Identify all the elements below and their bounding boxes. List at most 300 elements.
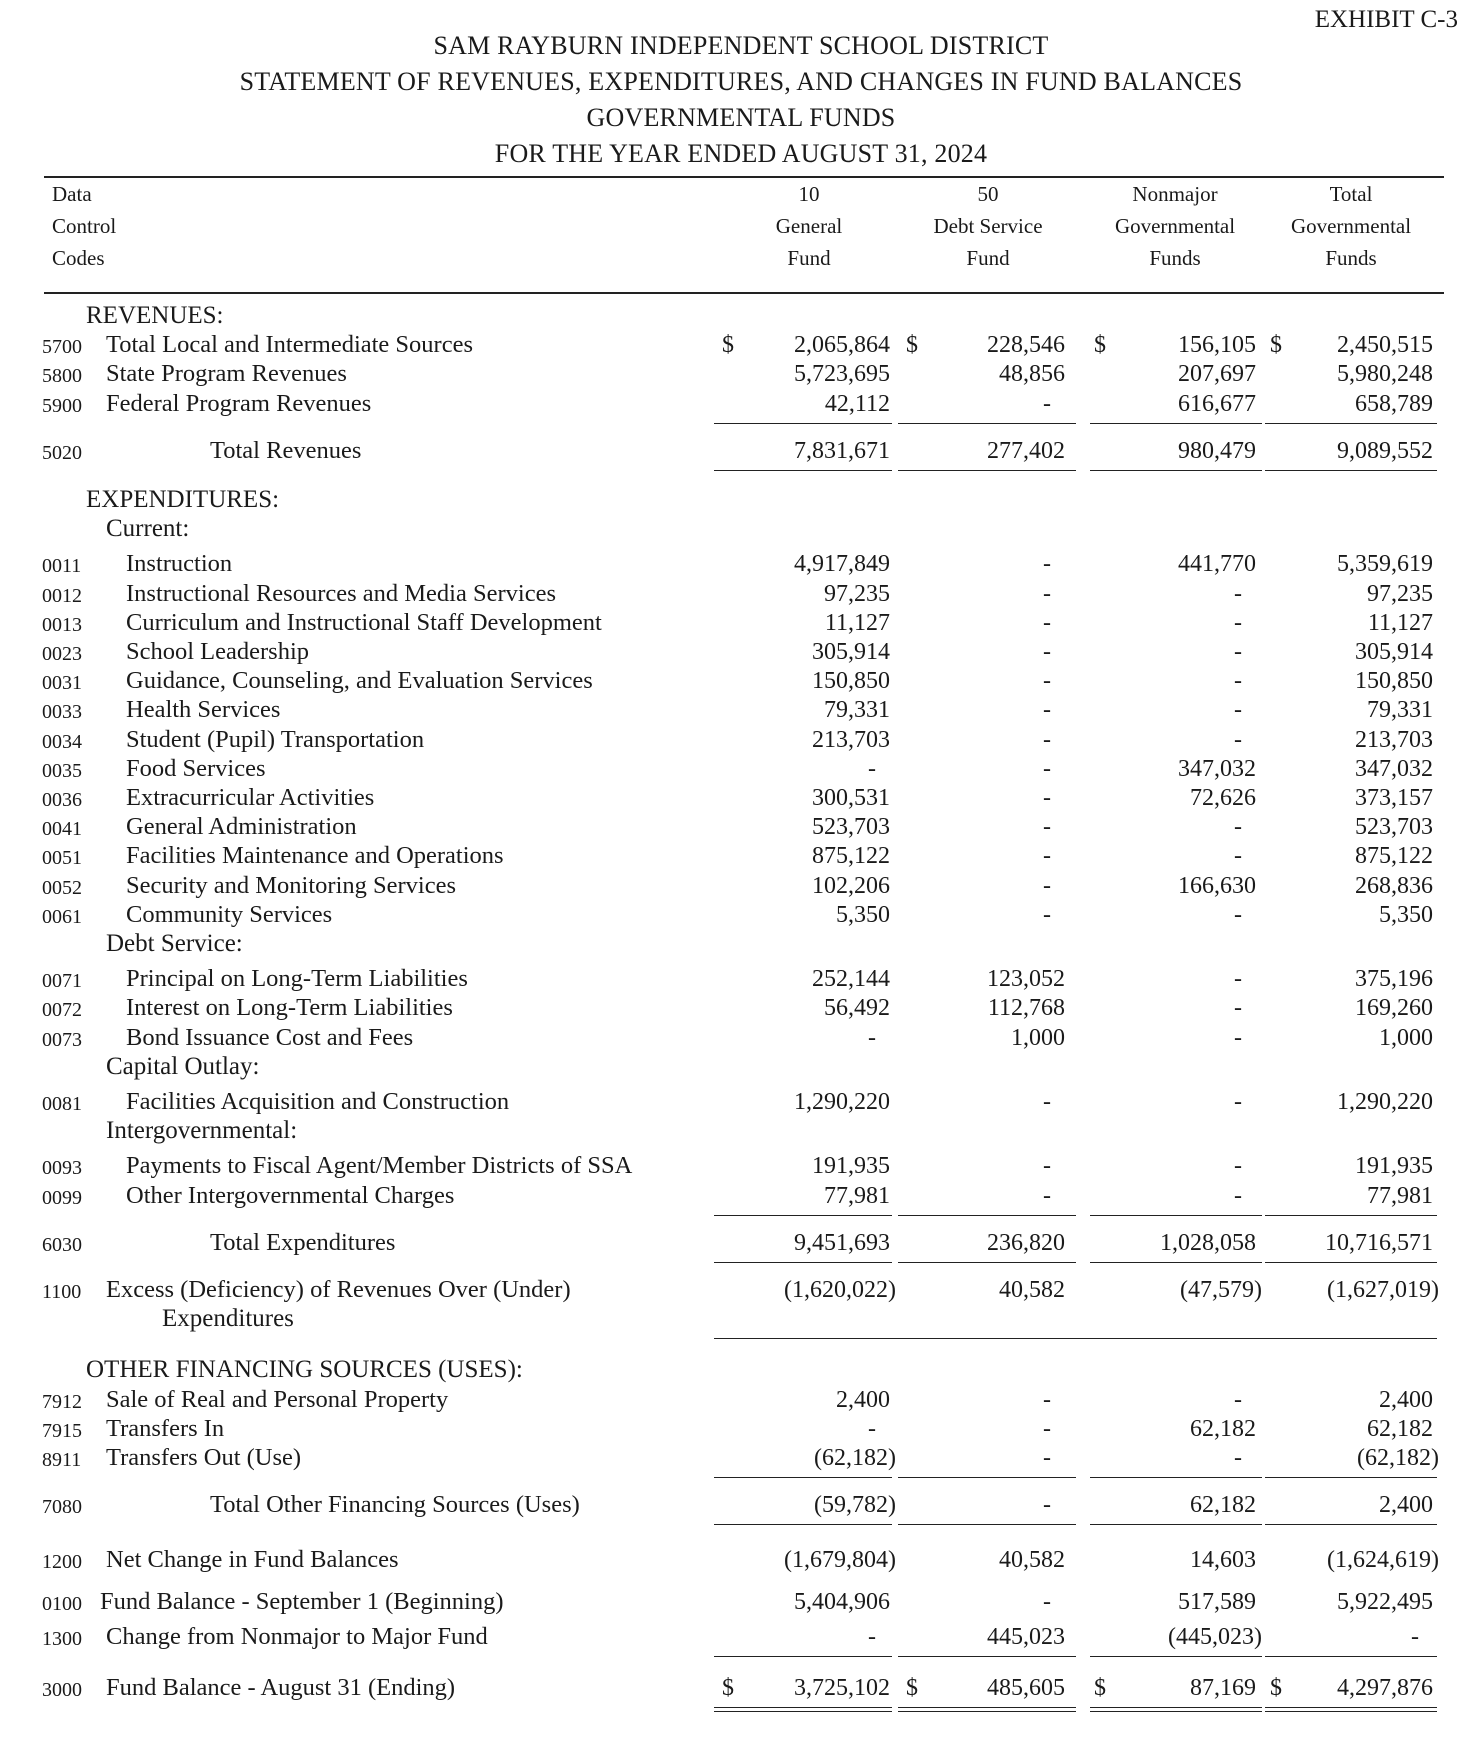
- amount-cell: 9,451,693: [794, 1229, 890, 1256]
- amount-cell: -: [1234, 1182, 1242, 1209]
- statement-row: [0, 1088, 1482, 1118]
- subsection-heading: Intergovernmental:: [106, 1117, 298, 1145]
- fund-type-title: GOVERNMENTAL FUNDS: [586, 103, 896, 132]
- amount-cell: (62,182): [814, 1445, 896, 1471]
- amount-cell: -: [868, 1024, 876, 1051]
- row-label: Other Intergovernmental Charges: [126, 1181, 455, 1209]
- amount-cell: (47,579): [1180, 1277, 1262, 1303]
- data-control-code: 1100: [42, 1281, 82, 1303]
- amount-cell: 1,000: [1379, 1024, 1433, 1051]
- amount-cell: 11,127: [1367, 609, 1433, 636]
- amount-cell: 441,770: [1178, 551, 1256, 578]
- data-control-code: 7912: [42, 1390, 82, 1413]
- amount-cell: -: [868, 1623, 876, 1650]
- codes-header-line: Data: [52, 182, 92, 206]
- amount-cell: 48,856: [999, 361, 1065, 388]
- row-label: Health Services: [126, 696, 281, 724]
- amount-cell: 445,023: [987, 1623, 1065, 1650]
- amount-cell: 305,914: [812, 639, 890, 665]
- amount-cell: 375,196: [1355, 966, 1433, 993]
- amount-cell: 87,169: [1190, 1675, 1256, 1701]
- amount-cell: 62,182: [1190, 1415, 1256, 1442]
- amount-cell: -: [1043, 1445, 1051, 1471]
- amount-cell: -: [1234, 697, 1242, 724]
- data-control-code: 5700: [42, 336, 82, 359]
- data-control-code: 7915: [42, 1419, 82, 1442]
- row-label: Curriculum and Instructional Staff Development: [126, 608, 602, 636]
- statement-row: [0, 667, 1482, 697]
- amount-cell: 300,531: [812, 785, 890, 811]
- amount-cell: 40,582: [999, 1277, 1065, 1303]
- statement-row: [0, 784, 1482, 814]
- amount-cell: -: [1043, 755, 1051, 782]
- amount-cell: 102,206: [812, 872, 890, 899]
- statement-row: [0, 1024, 1482, 1054]
- amount-cell: 373,157: [1355, 785, 1433, 811]
- subsection-heading: Debt Service:: [106, 930, 243, 957]
- double-underline: [898, 1707, 1076, 1712]
- row-underline: [714, 1338, 1437, 1339]
- amount-cell: -: [1234, 1089, 1242, 1115]
- currency-symbol: $: [906, 1675, 918, 1701]
- subsection-heading: Current:: [106, 515, 190, 543]
- amount-cell: -: [1234, 1445, 1242, 1471]
- row-label: Security and Monitoring Services: [126, 871, 457, 899]
- column-underline: [1090, 470, 1262, 471]
- column-underline: [1265, 1524, 1437, 1525]
- amount-cell: 79,331: [1367, 697, 1433, 724]
- amount-cell: (445,023): [1168, 1623, 1262, 1650]
- amount-cell: -: [1043, 551, 1051, 578]
- row-label: General Administration: [126, 813, 357, 841]
- amount-cell: 207,697: [1178, 361, 1256, 388]
- amount-cell: -: [1234, 609, 1242, 636]
- column-underline: [1265, 1262, 1437, 1263]
- amount-cell: -: [1234, 814, 1242, 841]
- amount-cell: 523,703: [812, 814, 890, 841]
- data-control-code: 6030: [42, 1233, 82, 1256]
- amount-cell: 236,820: [987, 1229, 1065, 1256]
- column-header-line: Fund: [966, 246, 1010, 270]
- statement-row: [0, 1674, 1482, 1704]
- amount-cell: 252,144: [812, 966, 890, 993]
- row-label: Net Change in Fund Balances: [106, 1546, 399, 1574]
- data-control-code: 0061: [42, 905, 82, 928]
- amount-cell: 1,290,220: [1337, 1089, 1433, 1115]
- currency-symbol: $: [722, 1675, 734, 1701]
- amount-cell: (1,627,019): [1327, 1277, 1439, 1303]
- row-label: Total Revenues: [210, 436, 362, 464]
- row-label: Change from Nonmajor to Major Fund: [106, 1622, 488, 1650]
- statement-row: [0, 726, 1482, 756]
- statement-row: [0, 965, 1482, 995]
- column-underline: [1265, 1477, 1437, 1478]
- row-label: Sale of Real and Personal Property: [106, 1385, 449, 1413]
- data-control-code: 0013: [42, 613, 82, 636]
- amount-cell: 1,290,220: [794, 1089, 890, 1115]
- amount-cell: 4,297,876: [1337, 1675, 1433, 1701]
- period-title: FOR THE YEAR ENDED AUGUST 31, 2024: [494, 139, 988, 168]
- amount-cell: -: [1043, 1386, 1051, 1413]
- amount-cell: 2,400: [836, 1386, 890, 1413]
- amount-cell: 213,703: [1355, 726, 1433, 753]
- column-header-line: Governmental: [1290, 214, 1412, 238]
- amount-cell: 191,935: [1355, 1153, 1433, 1180]
- amount-cell: -: [1043, 726, 1051, 753]
- amount-cell: 150,850: [812, 668, 890, 695]
- column-underline: [1265, 423, 1437, 424]
- row-label: Payments to Fiscal Agent/Member Districts of SSA: [126, 1152, 633, 1180]
- data-control-code: 5800: [42, 365, 82, 388]
- data-control-code: 0099: [42, 1186, 82, 1209]
- statement-row: [0, 1588, 1482, 1618]
- column-underline: [898, 423, 1076, 424]
- column-underline: [1090, 1656, 1262, 1657]
- row-label: Total Local and Intermediate Sources: [106, 331, 473, 359]
- section-heading: EXPENDITURES:: [86, 486, 280, 513]
- statement-row: [0, 360, 1482, 390]
- amount-cell: 347,032: [1178, 755, 1256, 782]
- amount-cell: 305,914: [1355, 639, 1433, 665]
- amount-cell: 150,850: [1355, 668, 1433, 695]
- statement-row: [0, 1229, 1482, 1259]
- column-underline: [898, 1477, 1076, 1478]
- column-underline: [898, 1524, 1076, 1525]
- statement-row: [0, 609, 1482, 639]
- amount-cell: 2,450,515: [1337, 332, 1433, 359]
- statement-row: [0, 1623, 1482, 1653]
- currency-symbol: $: [722, 332, 734, 359]
- currency-symbol: $: [1270, 332, 1282, 359]
- column-underline: [1265, 1215, 1437, 1216]
- row-label: Total Other Financing Sources (Uses): [210, 1491, 580, 1519]
- row-label: Instructional Resources and Media Services: [126, 579, 556, 607]
- amount-cell: 191,935: [812, 1153, 890, 1180]
- column-underline: [1090, 1215, 1262, 1216]
- row-label: School Leadership: [126, 638, 310, 665]
- data-control-code: 0071: [42, 970, 82, 993]
- column-underline: [898, 1215, 1076, 1216]
- statement-row: [0, 638, 1482, 668]
- amount-cell: 7,831,671: [794, 437, 890, 464]
- column-underline: [714, 1524, 892, 1525]
- amount-cell: 2,065,864: [794, 332, 890, 359]
- amount-cell: 42,112: [824, 390, 890, 417]
- amount-cell: -: [1043, 1089, 1051, 1115]
- amount-cell: -: [1234, 901, 1242, 928]
- column-underline: [714, 423, 892, 424]
- amount-cell: 156,105: [1178, 332, 1256, 359]
- row-label: Facilities Maintenance and Operations: [126, 842, 504, 870]
- amount-cell: 213,703: [812, 726, 890, 753]
- amount-cell: 5,359,619: [1337, 551, 1433, 578]
- column-header-line: Nonmajor: [1132, 182, 1218, 206]
- data-control-code: 5020: [42, 441, 82, 464]
- column-header-line: Funds: [1149, 246, 1201, 270]
- amount-cell: 268,836: [1355, 872, 1433, 899]
- data-control-code: 8911: [42, 1449, 82, 1471]
- amount-cell: -: [1043, 1415, 1051, 1442]
- amount-cell: 166,630: [1178, 872, 1256, 899]
- statement-row: [0, 1182, 1482, 1212]
- amount-cell: -: [1234, 580, 1242, 607]
- statement-row: [0, 437, 1482, 467]
- row-label: State Program Revenues: [106, 360, 347, 388]
- amount-cell: 616,677: [1178, 390, 1256, 417]
- statement-title: STATEMENT OF REVENUES, EXPENDITURES, AND CHANGES IN FUND BALANCES: [239, 67, 1243, 96]
- row-label: Facilities Acquisition and Construction: [126, 1088, 510, 1115]
- amount-cell: 9,089,552: [1337, 437, 1433, 464]
- amount-cell: 4,917,849: [794, 551, 890, 578]
- currency-symbol: $: [1094, 332, 1106, 359]
- amount-cell: -: [1411, 1623, 1419, 1650]
- amount-cell: 123,052: [987, 966, 1065, 993]
- row-label: Student (Pupil) Transportation: [126, 725, 425, 753]
- amount-cell: 1,000: [1011, 1024, 1065, 1051]
- data-control-code: 5900: [42, 394, 82, 417]
- amount-cell: -: [1234, 668, 1242, 695]
- data-control-code: 0035: [42, 759, 82, 782]
- exhibit-label: EXHIBIT C-3: [1314, 6, 1458, 33]
- column-underline: [714, 1262, 892, 1263]
- amount-cell: -: [1234, 995, 1242, 1022]
- row-label: Food Services: [126, 754, 266, 782]
- amount-cell: 56,492: [824, 995, 890, 1022]
- amount-cell: -: [1234, 843, 1242, 870]
- row-label: Extracurricular Activities: [126, 784, 375, 811]
- data-control-code: 1200: [42, 1551, 82, 1574]
- data-control-code: 0051: [42, 847, 82, 870]
- column-header-line: 10: [798, 182, 820, 206]
- column-underline: [714, 1477, 892, 1478]
- data-control-code: 3000: [42, 1679, 82, 1701]
- column-header-line: Funds: [1325, 246, 1377, 270]
- currency-symbol: $: [906, 332, 918, 359]
- data-control-code: 0081: [42, 1093, 82, 1115]
- amount-cell: 5,350: [1379, 901, 1433, 928]
- data-control-code: 0033: [42, 701, 82, 724]
- row-label: Community Services: [126, 900, 333, 928]
- amount-cell: 875,122: [812, 843, 890, 870]
- data-control-code: 0031: [42, 672, 82, 695]
- amount-cell: 2,400: [1379, 1492, 1433, 1519]
- column-underline: [1090, 1262, 1262, 1263]
- amount-cell: 97,235: [1367, 580, 1433, 607]
- amount-cell: -: [1043, 1153, 1051, 1180]
- column-header-line: Governmental: [1114, 214, 1236, 238]
- amount-cell: -: [1043, 609, 1051, 636]
- amount-cell: -: [1043, 843, 1051, 870]
- statement-row: [0, 1491, 1482, 1521]
- amount-cell: 72,626: [1190, 785, 1256, 811]
- amount-cell: -: [1043, 785, 1051, 811]
- column-underline: [1265, 1656, 1437, 1657]
- double-underline: [1090, 1707, 1262, 1712]
- column-header-line: 50: [977, 182, 999, 206]
- statement-row: [0, 1444, 1482, 1474]
- row-label: Instruction: [126, 550, 233, 578]
- currency-symbol: $: [1270, 1675, 1282, 1701]
- amount-cell: 77,981: [824, 1182, 890, 1209]
- amount-cell: -: [1043, 697, 1051, 724]
- amount-cell: 40,582: [999, 1547, 1065, 1574]
- column-underline: [714, 1656, 892, 1657]
- amount-cell: 62,182: [1190, 1492, 1256, 1519]
- column-header-line: General: [775, 214, 843, 238]
- amount-cell: 485,605: [987, 1675, 1065, 1701]
- amount-cell: 5,922,495: [1337, 1588, 1433, 1615]
- statement-row: [0, 1276, 1482, 1306]
- subsection-heading: Capital Outlay:: [106, 1052, 260, 1080]
- amount-cell: 1,028,058: [1160, 1229, 1256, 1256]
- amount-cell: 523,703: [1355, 814, 1433, 841]
- column-header-line: Total: [1329, 182, 1373, 206]
- row-label: Transfers Out (Use): [106, 1444, 302, 1471]
- amount-cell: 112,768: [987, 995, 1065, 1022]
- amount-cell: -: [1234, 726, 1242, 753]
- column-underline: [1265, 470, 1437, 471]
- amount-cell: 5,723,695: [794, 361, 890, 388]
- data-control-code: 0012: [42, 584, 82, 607]
- data-control-code: 0073: [42, 1028, 82, 1051]
- statement-row: [0, 755, 1482, 785]
- column-header-line: Debt Service: [933, 214, 1043, 238]
- statement-row: [0, 580, 1482, 610]
- row-label: Interest on Long-Term Liabilities: [126, 994, 453, 1022]
- data-control-code: 7080: [42, 1496, 82, 1519]
- data-control-code: 0023: [42, 643, 82, 665]
- statement-row: [0, 550, 1482, 580]
- amount-cell: 658,789: [1355, 390, 1433, 417]
- data-control-code: 0052: [42, 876, 82, 899]
- amount-cell: -: [1043, 872, 1051, 899]
- amount-cell: 5,980,248: [1337, 361, 1433, 388]
- amount-cell: (1,620,022): [784, 1277, 896, 1303]
- amount-cell: -: [1043, 580, 1051, 607]
- data-control-code: 1300: [42, 1627, 82, 1650]
- amount-cell: 980,479: [1178, 437, 1256, 464]
- amount-cell: 347,032: [1355, 755, 1433, 782]
- amount-cell: -: [1043, 814, 1051, 841]
- amount-cell: (1,624,619): [1327, 1547, 1439, 1574]
- row-label: Bond Issuance Cost and Fees: [126, 1023, 414, 1051]
- amount-cell: -: [868, 755, 876, 782]
- row-label: Total Expenditures: [210, 1228, 396, 1256]
- statement-row: [0, 994, 1482, 1024]
- column-header-line: Fund: [787, 246, 831, 270]
- amount-cell: 875,122: [1355, 843, 1433, 870]
- data-control-code: 0011: [42, 555, 82, 578]
- amount-cell: 169,260: [1355, 995, 1433, 1022]
- statement-row: [0, 813, 1482, 843]
- amount-cell: 62,182: [1367, 1415, 1433, 1442]
- amount-cell: -: [1043, 639, 1051, 665]
- double-underline: [1265, 1707, 1437, 1712]
- column-underline: [714, 1215, 892, 1216]
- amount-cell: -: [1234, 1024, 1242, 1051]
- amount-cell: 228,546: [987, 332, 1065, 359]
- data-control-code: 0036: [42, 789, 82, 811]
- row-label: Federal Program Revenues: [106, 389, 372, 417]
- row-label: Fund Balance - September 1 (Beginning): [100, 1587, 504, 1615]
- amount-cell: 2,400: [1379, 1386, 1433, 1413]
- district-name: SAM RAYBURN INDEPENDENT SCHOOL DISTRICT: [433, 31, 1049, 60]
- column-underline: [898, 470, 1076, 471]
- statement-row: [0, 872, 1482, 902]
- statement-row: [0, 1546, 1482, 1576]
- statement-row: [0, 390, 1482, 420]
- double-underline: [714, 1707, 892, 1712]
- column-underline: [714, 470, 892, 471]
- data-control-code: 0041: [42, 818, 82, 841]
- data-control-code: 0072: [42, 999, 82, 1022]
- codes-header-line: Codes: [52, 246, 105, 270]
- amount-cell: 517,589: [1178, 1588, 1256, 1615]
- amount-cell: (1,679,804): [784, 1547, 896, 1574]
- statement-row: [0, 1415, 1482, 1445]
- row-label: Principal on Long-Term Liabilities: [126, 965, 468, 993]
- amount-cell: 5,350: [836, 901, 890, 928]
- amount-cell: -: [1234, 639, 1242, 665]
- amount-cell: -: [1043, 901, 1051, 928]
- data-control-code: 0034: [42, 730, 82, 753]
- amount-cell: -: [1234, 1386, 1242, 1413]
- amount-cell: -: [1043, 390, 1051, 417]
- column-underline: [898, 1262, 1076, 1263]
- section-heading: OTHER FINANCING SOURCES (USES):: [86, 1356, 523, 1384]
- column-underline: [1090, 1477, 1262, 1478]
- label-continuation: Expenditures: [162, 1305, 294, 1333]
- amount-cell: -: [1043, 1492, 1051, 1519]
- amount-cell: 77,981: [1367, 1182, 1433, 1209]
- amount-cell: 79,331: [824, 697, 890, 724]
- amount-cell: 11,127: [824, 609, 890, 636]
- amount-cell: 10,716,571: [1325, 1229, 1433, 1256]
- codes-header-line: Control: [52, 214, 117, 238]
- amount-cell: -: [1234, 966, 1242, 993]
- statement-row: [0, 901, 1482, 931]
- row-label: Excess (Deficiency) of Revenues Over (Under): [106, 1276, 571, 1303]
- amount-cell: -: [868, 1415, 876, 1442]
- data-control-code: 0093: [42, 1157, 82, 1180]
- amount-cell: 277,402: [987, 437, 1065, 464]
- amount-cell: 3,725,102: [794, 1675, 890, 1701]
- amount-cell: -: [1043, 668, 1051, 695]
- statement-row: [0, 1152, 1482, 1182]
- amount-cell: 14,603: [1190, 1547, 1256, 1574]
- currency-symbol: $: [1094, 1675, 1106, 1701]
- statement-row: [0, 1386, 1482, 1416]
- statement-row: [0, 331, 1482, 361]
- column-underline: [1090, 1524, 1262, 1525]
- amount-cell: -: [1043, 1182, 1051, 1209]
- amount-cell: -: [1043, 1588, 1051, 1615]
- amount-cell: -: [1234, 1153, 1242, 1180]
- column-underline: [1090, 423, 1262, 424]
- statement-row: [0, 696, 1482, 726]
- column-underline: [898, 1656, 1076, 1657]
- row-label: Transfers In: [106, 1414, 225, 1442]
- amount-cell: (62,182): [1357, 1445, 1439, 1471]
- amount-cell: 97,235: [824, 580, 890, 607]
- row-label: Fund Balance - August 31 (Ending): [106, 1674, 456, 1701]
- amount-cell: 5,404,906: [794, 1588, 890, 1615]
- row-label: Guidance, Counseling, and Evaluation Services: [126, 667, 593, 695]
- data-control-code: 0100: [42, 1592, 82, 1615]
- section-heading: REVENUES:: [86, 302, 224, 329]
- statement-row: [0, 842, 1482, 872]
- amount-cell: (59,782): [814, 1492, 896, 1519]
